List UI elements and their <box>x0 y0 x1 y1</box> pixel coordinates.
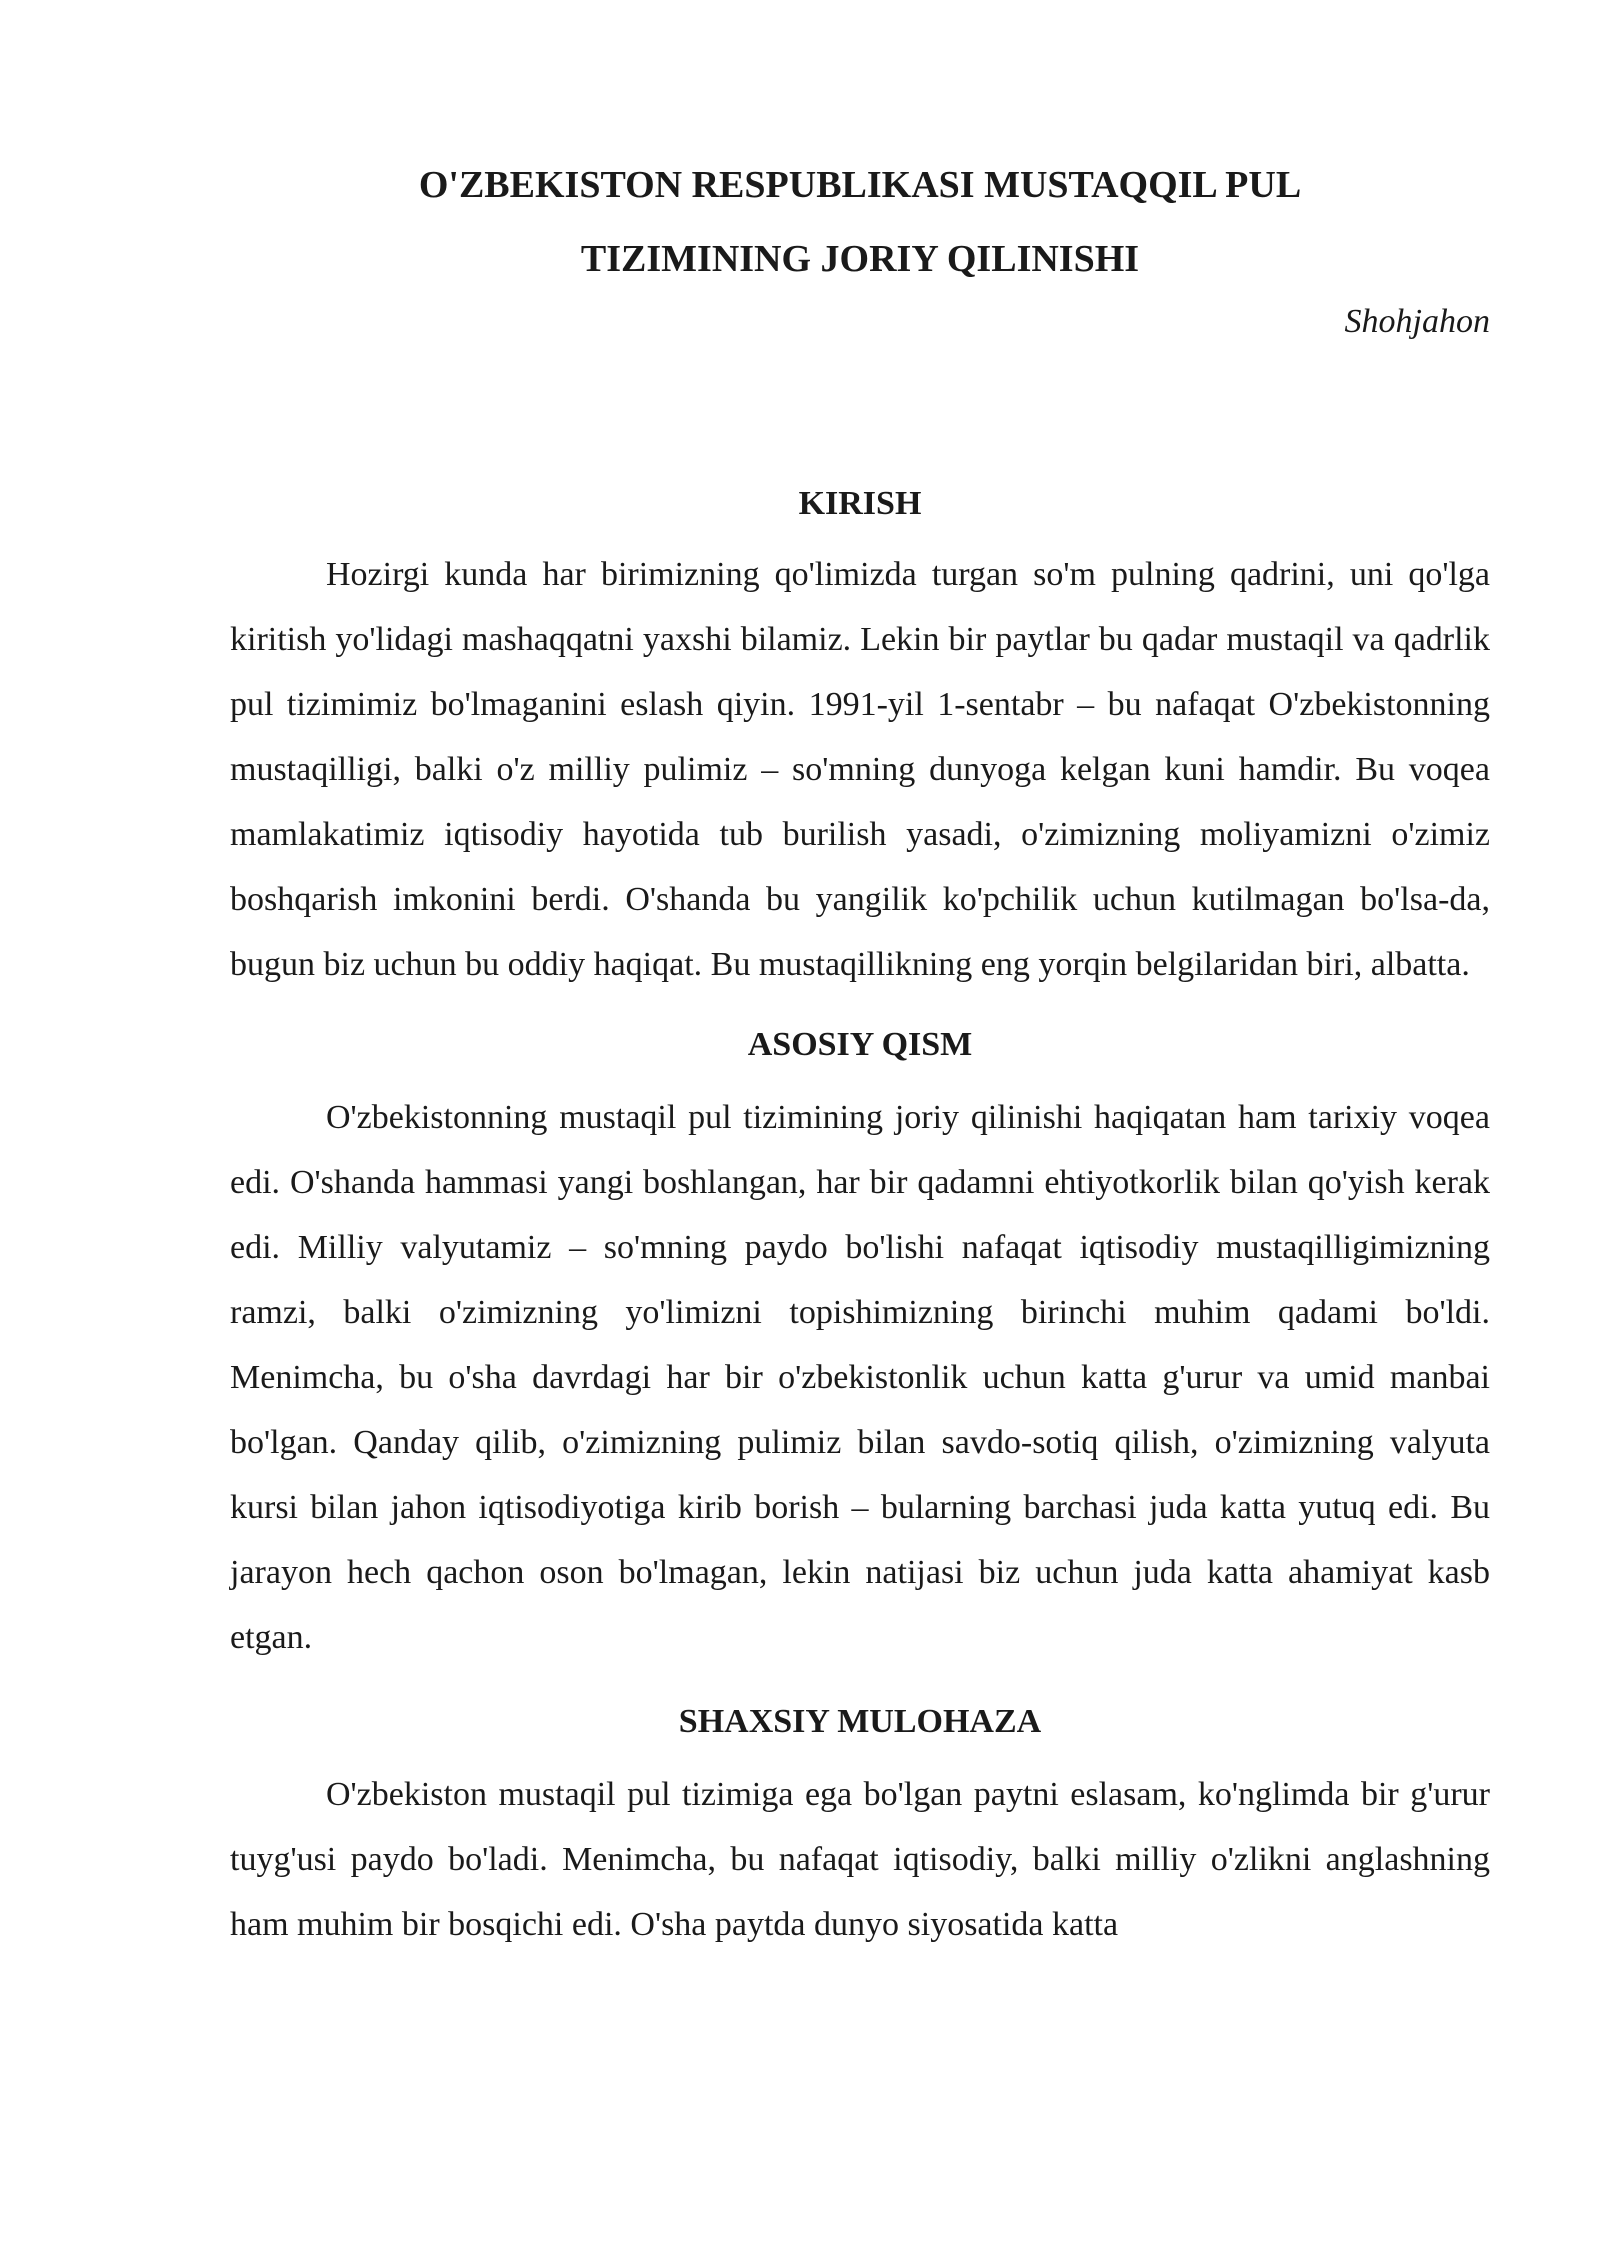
document-title-line-1: O'ZBEKISTON RESPUBLIKASI MUSTAQQIL PUL <box>418 164 1302 206</box>
section-heading-kirish: KIRISH <box>798 485 922 522</box>
section-heading-shaxsiy-mulohaza: SHAXSIY MULOHAZA <box>678 1703 1042 1740</box>
document-body <box>230 148 1490 1957</box>
document-title-line-2: TIZIMINING JORIY QILINISHI <box>580 238 1140 280</box>
section-paragraph-shaxsiy-mulohaza: O'zbekiston mustaqil pul tizimiga ega bo'lgan paytni eslasam, ko'nglimda bir g'urur tuyg'usi paydo bo'ladi. Menimcha, bu nafaqat iqtisodiy, balki milliy o'zlikni anglashning ham muhim bir bosqichi edi. O'sha paytda dunyo siyosatida katta <box>230 1776 1490 1943</box>
author-name: Shohjahon <box>1344 303 1490 340</box>
section-paragraph-asosiy-qism: O'zbekistonning mustaqil pul tizimining joriy qilinishi haqiqatan ham tarixiy voqea edi. O'shanda hammasi yangi boshlangan, har bir qadamni ehtiyotkorlik bilan qo'yish kerak edi. Milliy valyutamiz – so'mning paydo bo'lishi nafaqat iqtisodiy mustaqilligimizning ramzi, balki o'zimizning yo'limizni topishimizning birinchi muhim qadami bo'ldi. Menimcha, bu o'sha davrdagi har bir o'zbekistonlik uchun katta g'urur va umid manbai bo'lgan. Qanday qilib, o'zimizning pulimiz bilan savdo-sotiq qilish, o'zimizning valyuta kursi bilan jahon iqtisodiyotiga kirib borish – bularning barchasi juda katta yutuq edi. Bu jarayon hech qachon oson bo'lmagan, lekin natijasi biz uchun juda katta ahamiyat kasb etgan. <box>230 1099 1490 1656</box>
section-paragraph-kirish: Hozirgi kunda har birimizning qo'limizda turgan so'm pulning qadrini, uni qo'lga kiritish yo'lidagi mashaqqatni yaxshi bilamiz. Lekin bir paytlar bu qadar mustaqil va qadrlik pul tizimimiz bo'lmaganini eslash qiyin. 1991-yil 1-sentabr – bu nafaqat O'zbekistonning mustaqilligi, balki o'z milliy pulimiz – so'mning dunyoga kelgan kuni hamdir. Bu voqea mamlakatimiz iqtisodiy hayotida tub burilish yasadi, o'zimizning moliyamizni o'zimiz boshqarish imkonini berdi. O'shanda bu yangilik ko'pchilik uchun kutilmagan bo'lsa-da, bugun biz uchun bu oddiy haqiqat. Bu mustaqillikning eng yorqin belgilaridan biri, albatta. <box>230 556 1490 983</box>
section-heading-asosiy-qism: ASOSIY QISM <box>747 1026 973 1063</box>
